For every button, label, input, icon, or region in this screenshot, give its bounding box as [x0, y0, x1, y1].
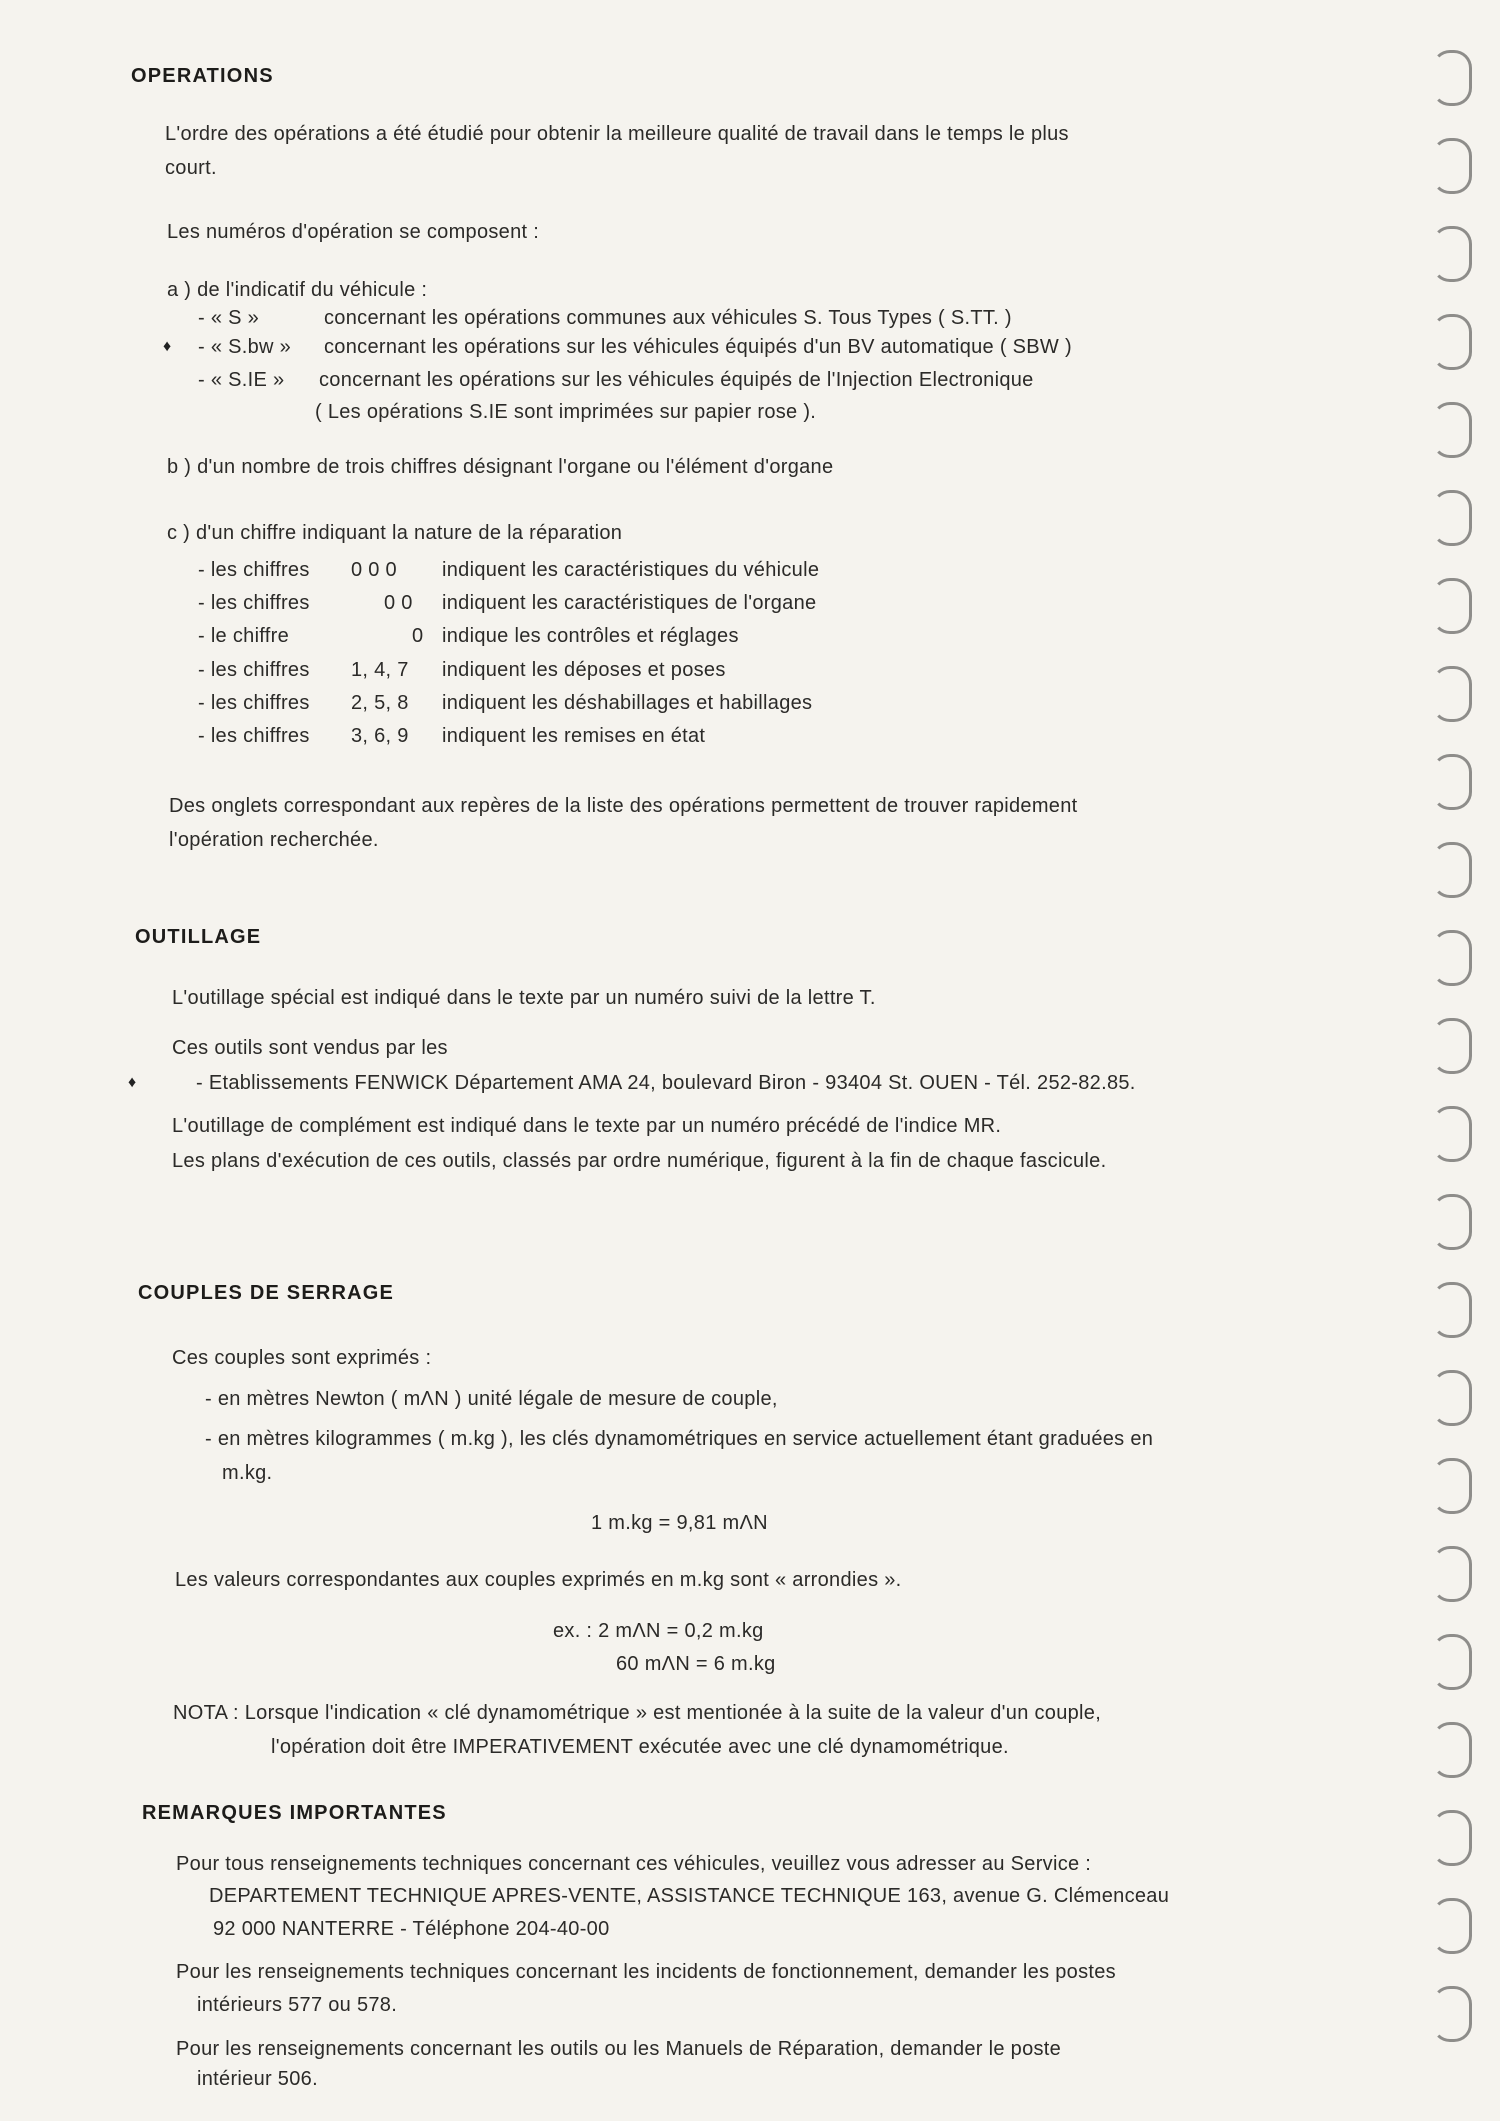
c-item-label: - les chiffres	[198, 692, 310, 714]
example-2: 60 mΛN = 6 m.kg	[616, 1653, 776, 1675]
example-1: ex. : 2 mΛN = 0,2 m.kg	[553, 1620, 764, 1642]
c-item-label: - les chiffres	[198, 559, 310, 581]
binder-hole	[1432, 578, 1472, 634]
tabs-note-line2: l'opération recherchée.	[169, 829, 379, 851]
binder-hole	[1432, 1546, 1472, 1602]
c-item-digits: 2, 5, 8	[351, 692, 409, 714]
binder-hole	[1432, 138, 1472, 194]
operations-intro-line1: L'ordre des opérations a été étudié pour obtenir la meilleure qualité de travail dans le temps le plus	[165, 123, 1069, 145]
binder-hole	[1432, 50, 1472, 106]
couples-l2b: m.kg.	[222, 1462, 273, 1484]
binder-hole	[1432, 1810, 1472, 1866]
c-item-label: - les chiffres	[198, 659, 310, 681]
c-item-text: indiquent les déposes et poses	[442, 659, 726, 681]
binder-hole	[1432, 1634, 1472, 1690]
outillage-p4: L'outillage de complément est indiqué dans le texte par un numéro précédé de l'indice MR.	[172, 1115, 1002, 1137]
c-item-label: - le chiffre	[198, 625, 290, 647]
c-item-text: indique les contrôles et réglages	[442, 625, 739, 647]
operations-compose: Les numéros d'opération se composent :	[167, 221, 540, 243]
binder-hole	[1432, 1018, 1472, 1074]
outillage-supplier: - Etablissements FENWICK Département AMA 24, boulevard Biron - 93404 St. OUEN - Tél. 252-82.85.	[196, 1072, 1136, 1094]
binder-hole	[1432, 402, 1472, 458]
couples-p1: Ces couples sont exprimés :	[172, 1347, 432, 1369]
c-item-text: indiquent les caractéristiques de l'organe	[442, 592, 817, 614]
remarques-r3b: intérieur 506.	[197, 2068, 318, 2090]
binder-hole	[1432, 1986, 1472, 2042]
binder-hole	[1432, 842, 1472, 898]
c-item-digits: 0 0 0	[351, 559, 397, 581]
binder-hole	[1432, 1106, 1472, 1162]
c-item-label: - les chiffres	[198, 725, 310, 747]
section-b: b ) d'un nombre de trois chiffres désignant l'organe ou l'élément d'organe	[167, 456, 834, 478]
binder-hole	[1432, 1458, 1472, 1514]
remarques-r2b: intérieurs 577 ou 578.	[197, 1994, 398, 2016]
operations-intro-line2: court.	[165, 157, 217, 179]
binder-holes	[1420, 0, 1500, 2121]
outillage-p5: Les plans d'exécution de ces outils, classés par ordre numérique, figurent à la fin de chaque fascicule.	[172, 1150, 1107, 1172]
binder-hole	[1432, 754, 1472, 810]
couples-l1: - en mètres Newton ( mΛN ) unité légale de mesure de couple,	[205, 1388, 778, 1410]
remarques-r2a: Pour les renseignements techniques concernant les incidents de fonctionnement, demander les postes	[176, 1961, 1116, 1983]
a-note: ( Les opérations S.IE sont imprimées sur papier rose ).	[315, 401, 817, 423]
c-item-label: - les chiffres	[198, 592, 310, 614]
c-item-text: indiquent les caractéristiques du véhicule	[442, 559, 820, 581]
nota-line1: NOTA : Lorsque l'indication « clé dynamométrique » est mentionée à la suite de la valeur d'un couple,	[173, 1702, 1102, 1724]
outillage-heading: OUTILLAGE	[135, 926, 262, 948]
margin-diamond-mark: ♦	[128, 1074, 137, 1091]
section-c-title: c ) d'un chiffre indiquant la nature de la réparation	[167, 522, 623, 544]
remarques-r1c: 92 000 NANTERRE - Téléphone 204-40-00	[213, 1918, 610, 1940]
c-item-text: indiquent les remises en état	[442, 725, 706, 747]
binder-hole	[1432, 1282, 1472, 1338]
a-item-text: concernant les opérations sur les véhicules équipés d'un BV automatique ( SBW )	[324, 336, 1072, 358]
binder-hole	[1432, 1898, 1472, 1954]
outillage-p1: L'outillage spécial est indiqué dans le texte par un numéro suivi de la lettre T.	[172, 987, 876, 1009]
c-item-digits: 0 0	[384, 592, 413, 614]
c-item-digits: 1, 4, 7	[351, 659, 409, 681]
conversion-equation: 1 m.kg = 9,81 mΛN	[591, 1512, 768, 1534]
couples-heading: COUPLES DE SERRAGE	[138, 1282, 395, 1304]
binder-hole	[1432, 666, 1472, 722]
a-item-code: - « S.IE »	[198, 369, 285, 391]
couples-l2a: - en mètres kilogrammes ( m.kg ), les clés dynamométriques en service actuellement étant graduées en	[205, 1428, 1154, 1450]
binder-hole	[1432, 314, 1472, 370]
binder-hole	[1432, 930, 1472, 986]
a-item-text: concernant les opérations sur les véhicules équipés de l'Injection Electronique	[319, 369, 1034, 391]
binder-hole	[1432, 1722, 1472, 1778]
c-item-text: indiquent les déshabillages et habillages	[442, 692, 813, 714]
binder-hole	[1432, 1370, 1472, 1426]
outillage-p2: Ces outils sont vendus par les	[172, 1037, 448, 1059]
remarques-r3a: Pour les renseignements concernant les outils ou les Manuels de Réparation, demander le poste	[176, 2038, 1062, 2060]
tabs-note-line1: Des onglets correspondant aux repères de la liste des opérations permettent de trouver rapidement	[169, 795, 1078, 817]
nota-line2: l'opération doit être IMPERATIVEMENT exécutée avec une clé dynamométrique.	[271, 1736, 1009, 1758]
c-item-digits: 3, 6, 9	[351, 725, 409, 747]
a-item-code: - « S »	[198, 307, 260, 329]
remarques-heading: REMARQUES IMPORTANTES	[142, 1802, 447, 1824]
a-item-code: - « S.bw »	[198, 336, 292, 358]
c-item-digits: 0	[412, 625, 424, 647]
operations-heading: OPERATIONS	[131, 65, 274, 87]
binder-hole	[1432, 226, 1472, 282]
a-item-text: concernant les opérations communes aux véhicules S. Tous Types ( S.TT. )	[324, 307, 1012, 329]
remarques-r1b: DEPARTEMENT TECHNIQUE APRES-VENTE, ASSISTANCE TECHNIQUE 163, avenue G. Clémenceau	[209, 1885, 1170, 1907]
section-a-title: a ) de l'indicatif du véhicule :	[167, 279, 428, 301]
couples-p2: Les valeurs correspondantes aux couples exprimés en m.kg sont « arrondies ».	[175, 1569, 902, 1591]
binder-hole	[1432, 1194, 1472, 1250]
remarques-r1a: Pour tous renseignements techniques concernant ces véhicules, veuillez vous adresser au Service :	[176, 1853, 1092, 1875]
margin-diamond-mark: ♦	[163, 338, 172, 355]
binder-hole	[1432, 490, 1472, 546]
